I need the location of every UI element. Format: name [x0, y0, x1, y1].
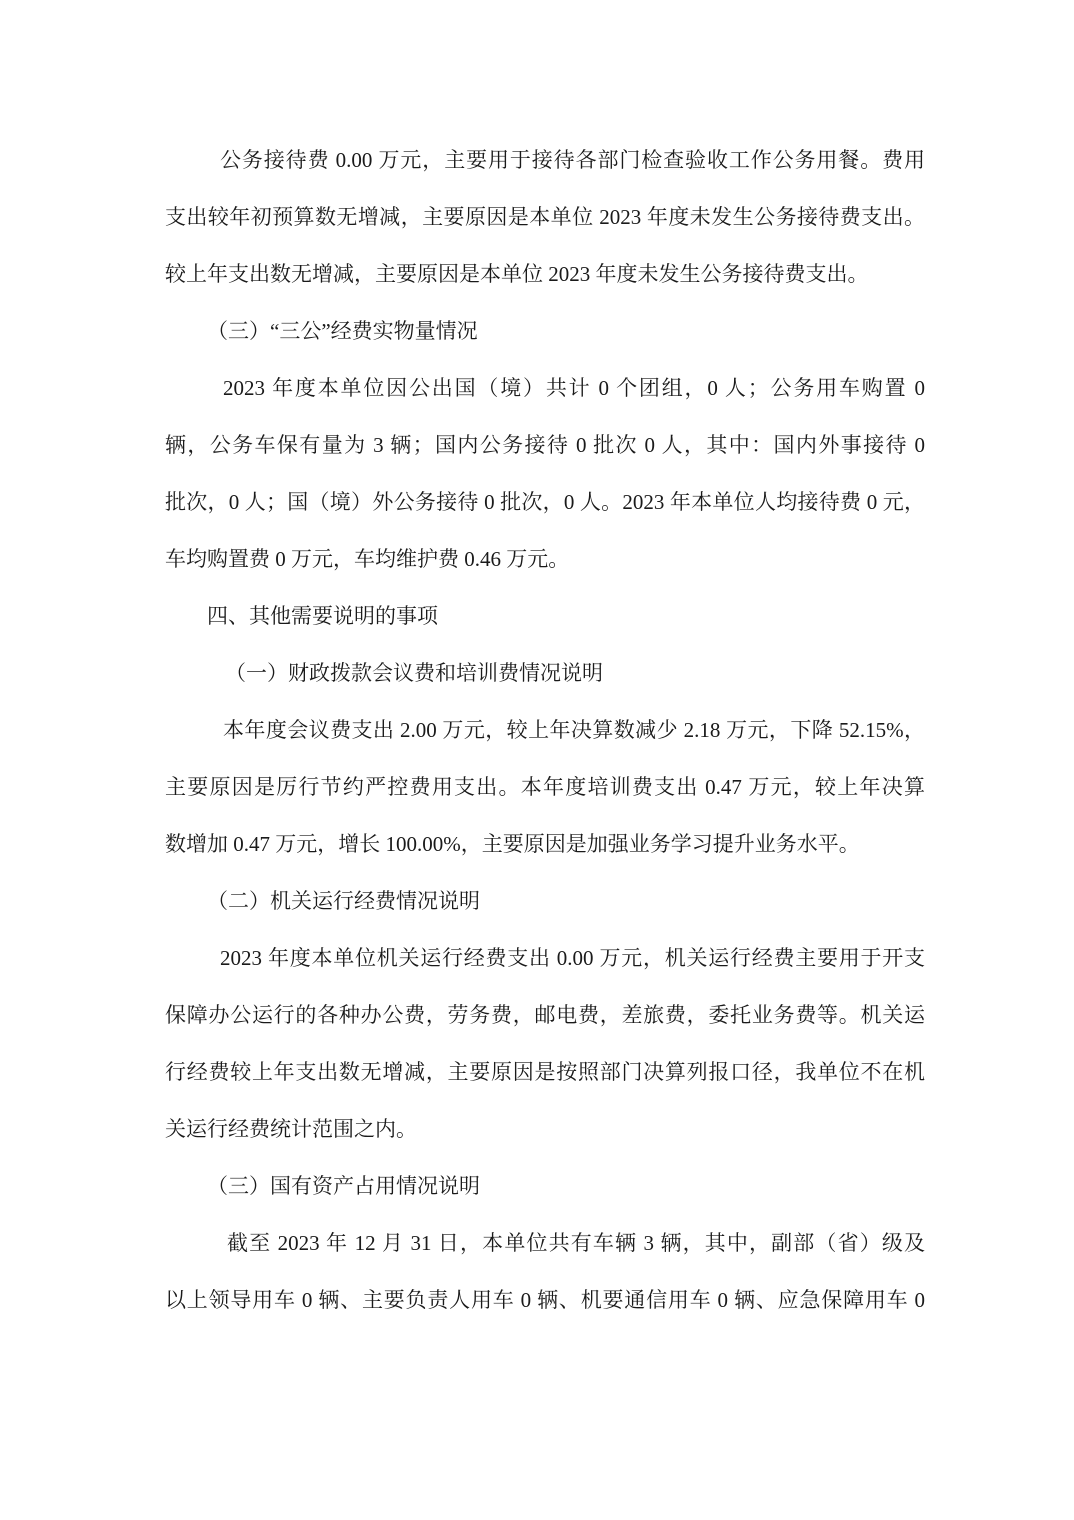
document-heading-line: （三）“三公”经费实物量情况	[207, 319, 478, 343]
document-line: 本年度会议费支出 2.00 万元，较上年决算数减少 2.18 万元，下降 52.15%，	[223, 718, 925, 742]
document-line: 2023 年度本单位机关运行经费支出 0.00 万元，机关运行经费主要用于开支	[220, 946, 925, 970]
document-line: 以上领导用车 0 辆、主要负责人用车 0 辆、机要通信用车 0 辆、应急保障用车 0	[165, 1288, 925, 1312]
document-heading-line: （一）财政拨款会议费和培训费情况说明	[225, 661, 603, 685]
document-line: 关运行经费统计范围之内。	[165, 1117, 417, 1141]
document-line: 保障办公运行的各种办公费，劳务费，邮电费，差旅费，委托业务费等。机关运	[165, 1003, 925, 1027]
document-line: 支出较年初预算数无增减，主要原因是本单位 2023 年度未发生公务接待费支出。	[165, 205, 925, 229]
document-line: 公务接待费 0.00 万元，主要用于接待各部门检查验收工作公务用餐。费用	[220, 148, 925, 172]
document-heading-line: （三）国有资产占用情况说明	[207, 1174, 480, 1198]
document-line: 辆，公务车保有量为 3 辆；国内公务接待 0 批次 0 人，其中：国内外事接待 0	[165, 433, 925, 457]
document-line: 主要原因是厉行节约严控费用支出。本年度培训费支出 0.47 万元，较上年决算	[165, 775, 925, 799]
document-text-block	[165, 132, 925, 1329]
document-line: 车均购置费 0 万元，车均维护费 0.46 万元。	[165, 547, 570, 571]
document-line: 2023 年度本单位因公出国（境）共计 0 个团组，0 人；公务用车购置 0	[223, 376, 925, 400]
document-line: 截至 2023 年 12 月 31 日，本单位共有车辆 3 辆，其中，副部（省）级及	[227, 1231, 925, 1255]
document-line: 较上年支出数无增减，主要原因是本单位 2023 年度未发生公务接待费支出。	[165, 262, 869, 286]
document-line: 批次，0 人；国（境）外公务接待 0 批次，0 人。2023 年本单位人均接待费 0 元，	[165, 490, 925, 514]
document-heading-line: （二）机关运行经费情况说明	[207, 889, 480, 913]
document-heading-line: 四、其他需要说明的事项	[207, 604, 438, 628]
document-line: 行经费较上年支出数无增减，主要原因是按照部门决算列报口径，我单位不在机	[165, 1060, 925, 1084]
document-line: 数增加 0.47 万元，增长 100.00%，主要原因是加强业务学习提升业务水平。	[165, 832, 860, 856]
